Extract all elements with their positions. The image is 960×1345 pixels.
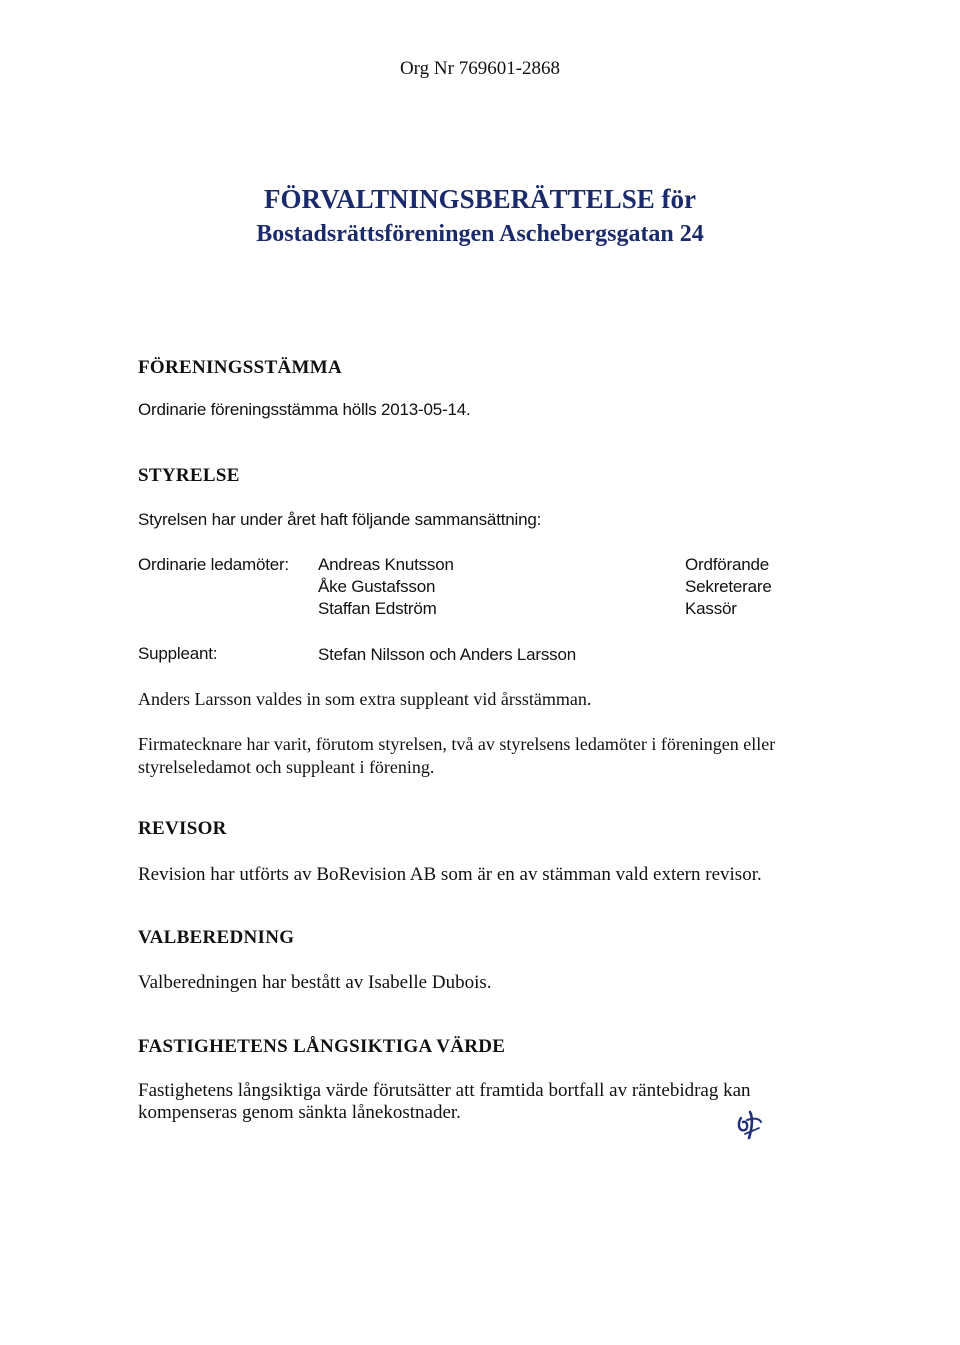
member-role-2: Sekreterare: [685, 577, 772, 596]
styrelse-intro: Styrelsen har under året haft följande sammansättning:: [138, 510, 542, 529]
member-name-3: Staffan Edström: [318, 599, 437, 618]
document-subtitle: Bostadsrättsföreningen Aschebergsgatan 24: [256, 221, 704, 247]
foreningsstamma-text: Ordinarie föreningsstämma hölls 2013-05-14.: [138, 400, 471, 419]
members-label: Ordinarie ledamöter:: [138, 555, 289, 574]
fastighet-line-2: kompenseras genom sänkta lånekostnader.: [138, 1102, 461, 1123]
document-title: FÖRVALTNINGSBERÄTTELSE för: [264, 184, 696, 214]
firmatecknare-line-1: Firmatecknare har varit, förutom styrelsen, två av styrelsens ledamöter i föreningen eller: [138, 734, 776, 754]
revisor-text: Revision har utförts av BoRevision AB som är en av stämman vald extern revisor.: [138, 864, 762, 885]
suppleant-names: Stefan Nilsson och Anders Larsson: [318, 645, 576, 664]
section-heading-fastighet: FASTIGHETENS LÅNGSIKTIGA VÄRDE: [138, 1036, 506, 1057]
org-number: Org Nr 769601-2868: [399, 58, 561, 79]
member-role-1: Ordförande: [685, 555, 769, 574]
signature-initials-icon: [735, 1108, 763, 1142]
section-heading-valberedning: VALBEREDNING: [138, 927, 295, 948]
suppleant-label: Suppleant:: [138, 644, 218, 663]
section-heading-revisor: REVISOR: [138, 818, 227, 839]
extra-suppleant-note: Anders Larsson valdes in som extra suppleant vid årsstämman.: [138, 689, 592, 709]
section-heading-foreningsstamma: FÖRENINGSSTÄMMA: [138, 357, 343, 378]
member-name-1: Andreas Knutsson: [318, 555, 454, 574]
section-heading-styrelse: STYRELSE: [138, 465, 240, 486]
firmatecknare-line-2: styrelseledamot och suppleant i förening.: [138, 757, 435, 777]
member-name-2: Åke Gustafsson: [318, 577, 436, 596]
valberedning-text: Valberedningen har bestått av Isabelle Dubois.: [138, 972, 492, 993]
member-role-3: Kassör: [685, 599, 737, 618]
fastighet-line-1: Fastighetens långsiktiga värde förutsätter att framtida bortfall av räntebidrag kan: [138, 1080, 751, 1101]
